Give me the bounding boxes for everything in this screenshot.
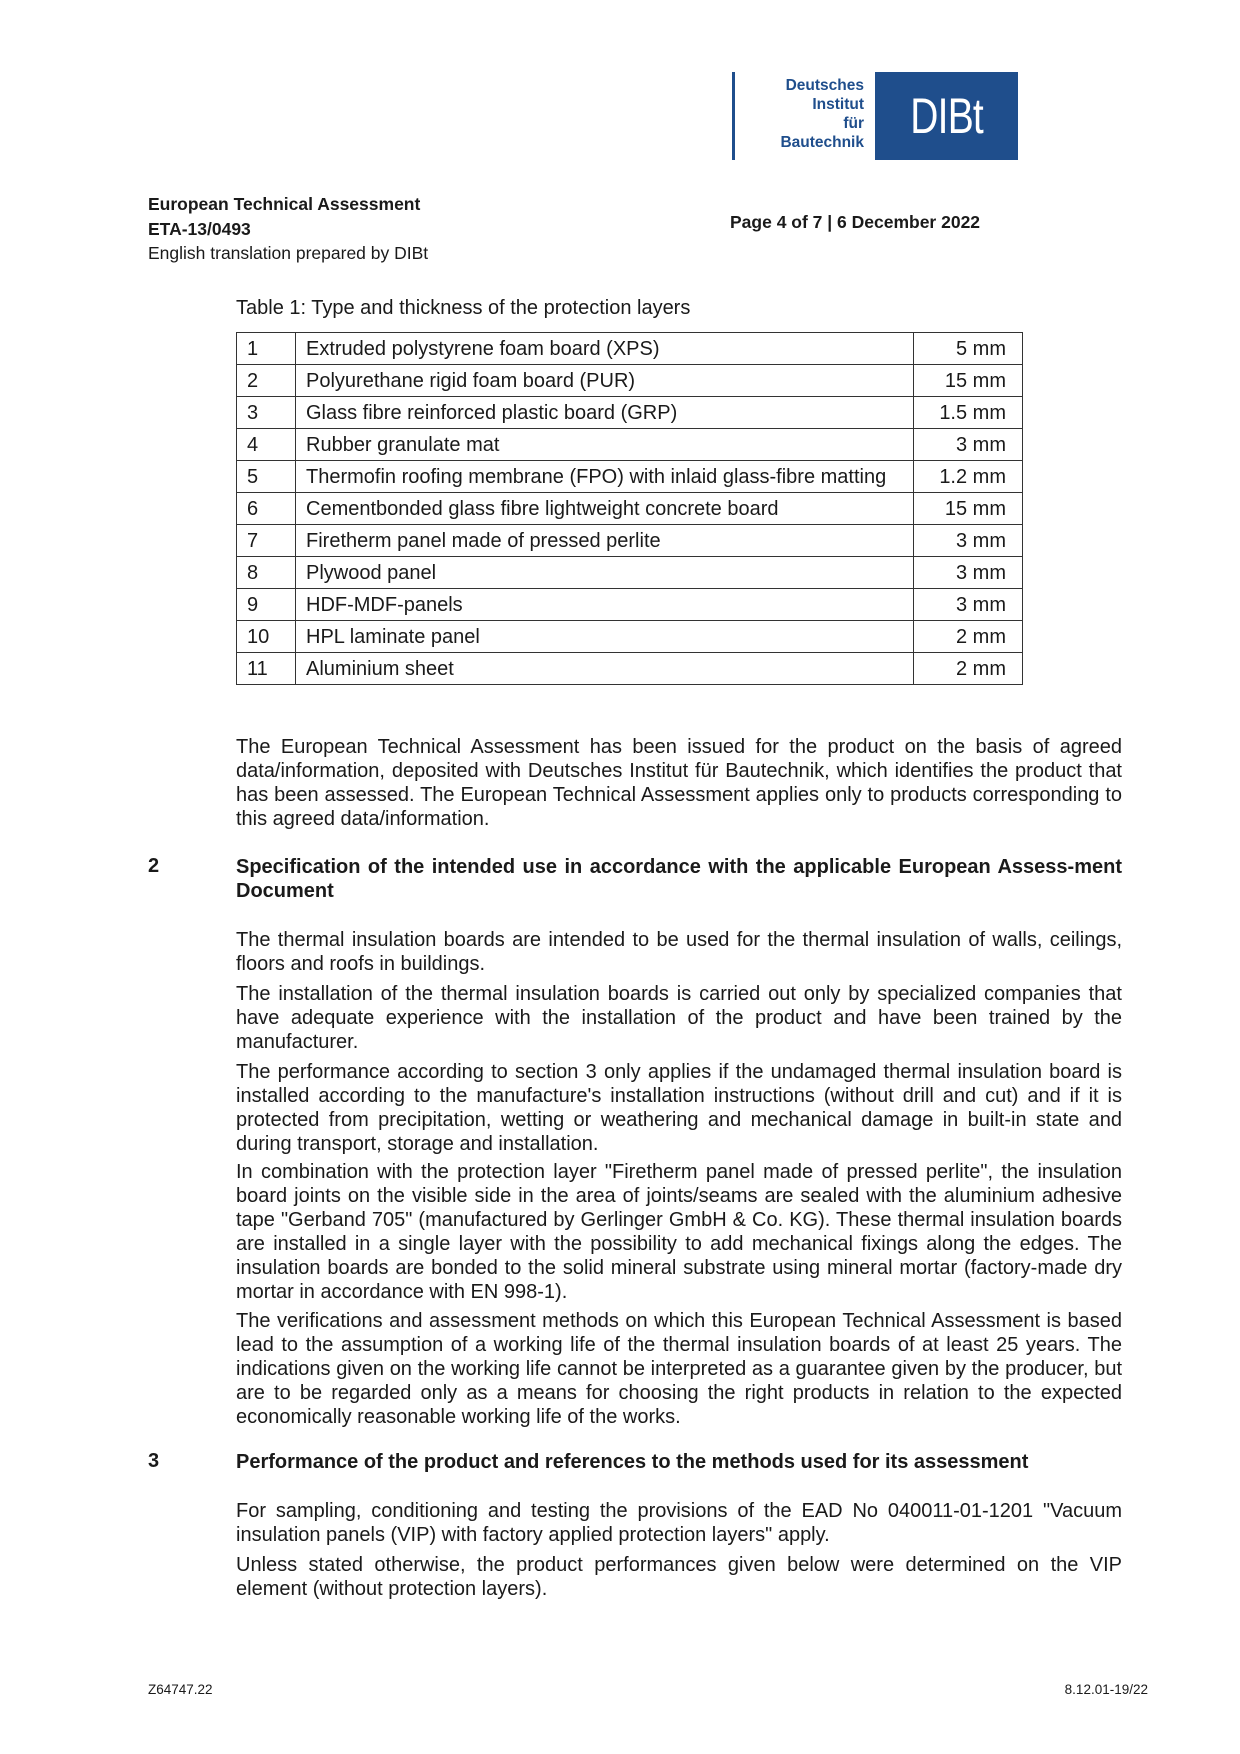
row-description: Aluminium sheet — [296, 653, 914, 685]
row-number: 11 — [237, 653, 296, 685]
row-number: 5 — [237, 461, 296, 493]
section-2-paragraph-2: The installation of the thermal insulation boards is carried out only by specialized companies that have adequate experience with the installation of the product and have been trained by the manufacturer. — [236, 983, 1122, 1053]
row-thickness: 5 mm — [914, 333, 1023, 365]
logo-line-3: für — [843, 115, 864, 132]
section-3-title: Performance of the product and references to the methods used for its assessment — [236, 1451, 1029, 1473]
row-thickness: 15 mm — [914, 365, 1023, 397]
row-thickness: 1.5 mm — [914, 397, 1023, 429]
row-thickness: 3 mm — [914, 429, 1023, 461]
section-2-number: 2 — [148, 855, 160, 877]
table-row — [237, 621, 1023, 653]
table-row — [237, 493, 1023, 525]
row-description: Thermofin roofing membrane (FPO) with inlaid glass-fibre matting — [296, 461, 914, 493]
section-3-number: 3 — [148, 1450, 160, 1472]
logo-mark — [875, 72, 1018, 160]
table-row — [237, 397, 1023, 429]
row-number: 8 — [237, 557, 296, 589]
logo-line-1: Deutsches — [785, 77, 864, 94]
intro-paragraph: The European Technical Assessment has been issued for the product on the basis of agreed data/information, deposited with Deutsches Institut für Bautechnik, which identifies the product that has been assessed. The European Technical Assessment applies only to products corresponding to this agreed data/information. — [236, 736, 1122, 830]
row-thickness: 3 mm — [914, 589, 1023, 621]
row-number: 1 — [237, 333, 296, 365]
table-row — [237, 365, 1023, 397]
table-row — [237, 589, 1023, 621]
row-description: Glass fibre reinforced plastic board (GRP) — [296, 397, 914, 429]
section-3-paragraph-1: For sampling, conditioning and testing the provisions of the EAD No 040011-01-1201 "Vacuum insulation panels (VIP) with factory applied protection layers" apply. — [236, 1500, 1122, 1546]
footer-code: 8.12.01-19/22 — [1064, 1682, 1148, 1697]
logo-line-2: Institut — [812, 96, 864, 113]
table-row — [237, 525, 1023, 557]
row-number: 4 — [237, 429, 296, 461]
row-description: Plywood panel — [296, 557, 914, 589]
section-2-paragraph-4: In combination with the protection layer "Firetherm panel made of pressed perlite", the insulation board joints on the visible side in the area of joints/seams are sealed with the aluminium adhesive tape "Gerband 705" (manufactured by Gerlinger GmbH & Co. KG). These thermal insulation boards are installed in a single layer with the possibility to add mechanical fixings along the edges. The insulation boards are bonded to the solid mineral substrate using mineral mortar (factory-made dry mortar in accordance with EN 998-1). — [236, 1161, 1122, 1303]
protection-layers-table — [236, 332, 1023, 685]
row-thickness: 1.2 mm — [914, 461, 1023, 493]
footer-reference: Z64747.22 — [148, 1682, 213, 1697]
row-description: Polyurethane rigid foam board (PUR) — [296, 365, 914, 397]
row-number: 6 — [237, 493, 296, 525]
logo-mark-text: DIBt — [910, 88, 983, 144]
row-description: HPL laminate panel — [296, 621, 914, 653]
row-description: HDF-MDF-panels — [296, 589, 914, 621]
section-3-paragraph-2: Unless stated otherwise, the product performances given below were determined on the VIP element (without protection layers). — [236, 1554, 1122, 1600]
logo-institute-name — [734, 76, 864, 152]
row-description: Extruded polystyrene foam board (XPS) — [296, 333, 914, 365]
row-number: 3 — [237, 397, 296, 429]
section-2-paragraph-1: The thermal insulation boards are intended to be used for the thermal insulation of walls, ceilings, floors and roofs in buildings. — [236, 929, 1122, 975]
logo-line-4: Bautechnik — [780, 134, 864, 151]
row-number: 10 — [237, 621, 296, 653]
row-number: 2 — [237, 365, 296, 397]
table-caption: Table 1: Type and thickness of the protection layers — [236, 297, 691, 319]
row-thickness: 3 mm — [914, 525, 1023, 557]
section-2-paragraph-5: The verifications and assessment methods on which this European Technical Assessment is based lead to the assumption of a working life of the thermal insulation boards of at least 25 years. The indications given on the working life cannot be interpreted as a guarantee given by the producer, but are to be regarded only as a means for choosing the right products in relation to the expected economically reasonable working life of the works. — [236, 1310, 1122, 1428]
row-description: Rubber granulate mat — [296, 429, 914, 461]
row-thickness: 3 mm — [914, 557, 1023, 589]
row-thickness: 2 mm — [914, 653, 1023, 685]
section-2-title: Specification of the intended use in accordance with the applicable European Assess-ment Document — [236, 856, 1122, 902]
page-info: Page 4 of 7 | 6 December 2022 — [730, 212, 981, 232]
table-row — [237, 653, 1023, 685]
table-row — [237, 461, 1023, 493]
row-thickness: 15 mm — [914, 493, 1023, 525]
row-description: Cementbonded glass fibre lightweight concrete board — [296, 493, 914, 525]
table-row — [237, 429, 1023, 461]
dibt-logo — [732, 72, 1018, 160]
row-description: Firetherm panel made of pressed perlite — [296, 525, 914, 557]
translation-note: English translation prepared by DIBt — [148, 243, 429, 263]
section-2-paragraph-3: The performance according to section 3 only applies if the undamaged thermal insulation board is installed according to the manufacture's installation instructions (without drill and cut) and if it is protected from precipitation, wetting or weathering and mechanical damage in built-in state and during transport, storage and installation. — [236, 1061, 1122, 1155]
table-row — [237, 333, 1023, 365]
eta-number: ETA-13/0493 — [148, 218, 251, 239]
table-row — [237, 557, 1023, 589]
document-title: European Technical Assessment — [148, 194, 421, 214]
row-number: 7 — [237, 525, 296, 557]
row-number: 9 — [237, 589, 296, 621]
row-thickness: 2 mm — [914, 621, 1023, 653]
document-header — [148, 192, 428, 266]
